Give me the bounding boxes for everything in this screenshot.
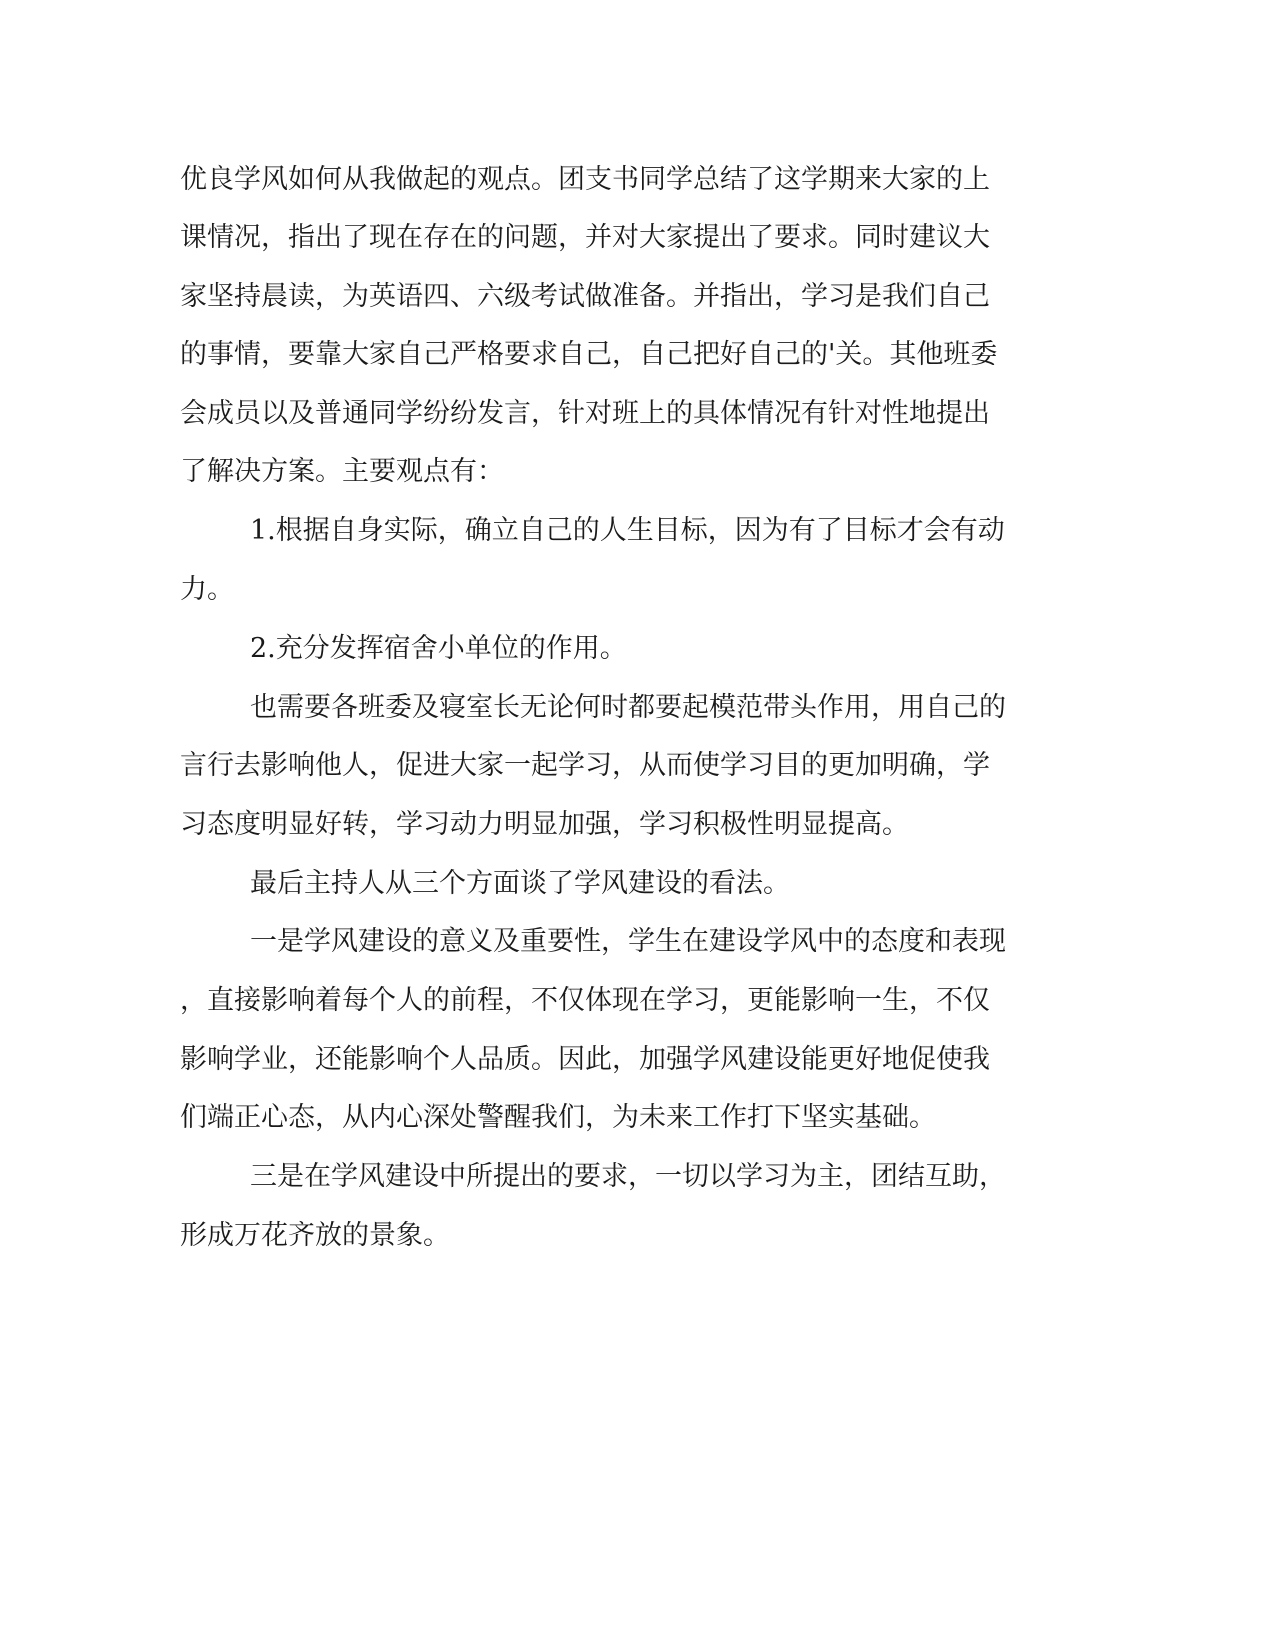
text-line: [0, 688, 1275, 728]
text-line-content: 优良学风如何从我做起的观点。团支书同学总结了这学期来大家的上: [180, 164, 990, 195]
text-line: [0, 570, 1275, 610]
text-line-content: 家坚持晨读，为英语四、六级考试做准备。并指出，学习是我们自己: [180, 281, 990, 312]
text-line: [0, 1157, 1275, 1197]
text-line: [0, 218, 1275, 258]
text-line: [0, 452, 1275, 492]
text-line: [0, 805, 1275, 845]
text-line-content: 习态度明显好转，学习动力明显加强，学习积极性明显提高。: [180, 809, 909, 840]
text-line: [0, 746, 1275, 786]
text-line-content: 形成万花齐放的景象。: [180, 1220, 450, 1251]
text-line-content: 也需要各班委及寝室长无论何时都要起模范带头作用，用自己的: [250, 692, 1006, 723]
text-line: [0, 335, 1275, 375]
text-line: [0, 1040, 1275, 1080]
text-line: [0, 981, 1275, 1021]
text-line-content: 一是学风建设的意义及重要性，学生在建设学风中的态度和表现: [250, 926, 1006, 957]
text-line-content: 2.充分发挥宿舍小单位的作用。: [250, 633, 627, 664]
text-line: [0, 1098, 1275, 1138]
text-line-content: 的事情，要靠大家自己严格要求自己，自己把好自己的'关。其他班委: [180, 339, 998, 370]
text-line-content: 力。: [180, 574, 234, 605]
list-item-text: [0, 511, 1275, 551]
text-line-content: 言行去影响他人，促进大家一起学习，从而使学习目的更加明确，学: [180, 750, 990, 781]
text-line-content: 影响学业，还能影响个人品质。因此，加强学风建设能更好地促使我: [180, 1044, 990, 1075]
text-line-content: 了解决方案。主要观点有：: [180, 456, 504, 487]
text-line: [0, 1216, 1275, 1256]
text-line-content: ，直接影响着每个人的前程，不仅体现在学习，更能影响一生，不仅: [180, 985, 990, 1016]
text-line: [0, 394, 1275, 434]
list-item-text: [0, 629, 1275, 669]
text-line-content: 们端正心态，从内心深处警醒我们，为未来工作打下坚实基础。: [180, 1102, 936, 1133]
text-line: [0, 922, 1275, 962]
text-line-content: 课情况，指出了现在存在的问题，并对大家提出了要求。同时建议大: [180, 222, 990, 253]
text-line-content: 1.根据自身实际，确立自己的人生目标，因为有了目标才会有动: [250, 515, 1005, 546]
text-line: [0, 160, 1275, 200]
text-line: [0, 864, 1275, 904]
text-line-content: 三是在学风建设中所提出的要求，一切以学习为主，团结互助，: [250, 1161, 1006, 1192]
text-line-content: 最后主持人从三个方面谈了学风建设的看法。: [250, 868, 790, 899]
text-line: [0, 277, 1275, 317]
text-line-content: 会成员以及普通同学纷纷发言，针对班上的具体情况有针对性地提出: [180, 398, 990, 429]
